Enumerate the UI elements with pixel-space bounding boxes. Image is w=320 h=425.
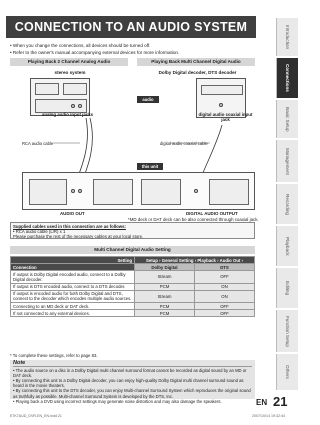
setting-header: Setting bbox=[11, 257, 135, 264]
right-column-heading: Playing Back Multi Channel Digital Audio bbox=[137, 58, 255, 66]
dolby-cell: PCM bbox=[135, 302, 195, 309]
left-column-heading: Playing Back 2 Channel Analog Audio bbox=[10, 58, 128, 66]
stereo-system-illustration bbox=[30, 78, 90, 116]
tab-label: Recording bbox=[285, 193, 290, 215]
tab-label: Management bbox=[285, 147, 290, 175]
rear-panel-block bbox=[93, 179, 133, 205]
coaxial-output-jack bbox=[194, 189, 198, 193]
page-language: EN bbox=[256, 398, 268, 407]
dts-cell: ON bbox=[195, 290, 255, 302]
tab-recording[interactable] bbox=[276, 184, 298, 224]
table-footnote: * To complete these settings, refer to page 83. bbox=[10, 353, 98, 358]
note-item: • The audio source on a disc in a Dolby Digital multi channel surround format cannot be recorded as digital sound by an MD or DAT deck. bbox=[13, 368, 252, 378]
rear-panel-block bbox=[209, 179, 249, 205]
digital-audio-output-label: DIGITAL AUDIO OUTPUT bbox=[186, 211, 238, 216]
dts-cell: OFF bbox=[195, 310, 255, 317]
decoder-label: Dolby Digital decoder, DTS decoder bbox=[158, 70, 237, 75]
rca-cable-label: RCA audio cable bbox=[22, 141, 54, 146]
supplied-cables-line: Please purchase the rest of the necessary cables at your local store. bbox=[13, 234, 144, 239]
intro-bullet: • Refer to the owner's manual accompanying external devices for more information. bbox=[10, 50, 255, 57]
tab-label: Connections bbox=[285, 64, 290, 92]
tab-management[interactable] bbox=[276, 140, 298, 182]
dts-cell: ON bbox=[195, 283, 255, 290]
connection-cell: If output is Dolby Digital encoded audio, connect to a Dolby Digital decoder. bbox=[11, 271, 135, 283]
dolby-cell: PCM bbox=[135, 283, 195, 290]
tab-editing[interactable] bbox=[276, 268, 298, 308]
settings-table bbox=[10, 256, 255, 317]
coaxial-input-jack bbox=[219, 103, 223, 107]
digital-jack-callout: digital audio coaxial input jack bbox=[198, 112, 253, 122]
stereo-system-label: stereo system bbox=[54, 70, 86, 75]
connection-cell: If not connected to any external devices. bbox=[11, 310, 135, 317]
analog-input-jack-left bbox=[71, 104, 75, 108]
intro-bullet: • When you change the connections, all devices should be turned off. bbox=[10, 43, 255, 50]
connection-cell: Connecting to an MD deck or DAT deck. bbox=[11, 302, 135, 309]
tab-connections[interactable] bbox=[276, 58, 298, 98]
tab-label: Function Setup bbox=[285, 315, 290, 347]
supplied-cables-title: Supplied cables used in this connection are as follows: bbox=[13, 224, 126, 229]
coax-cable-label: digital audio coaxial cable bbox=[160, 141, 208, 146]
table-row bbox=[11, 271, 255, 283]
decoder-panel bbox=[201, 85, 243, 95]
audio-out-jack-right bbox=[78, 189, 82, 193]
note-box bbox=[10, 360, 255, 404]
tab-playback[interactable] bbox=[276, 226, 298, 266]
page-number: 21 bbox=[273, 394, 288, 409]
print-footer-date: 2007/10/14 19:32:44 bbox=[252, 414, 285, 418]
settings-table-title: Multi Channel Digital Audio Setting bbox=[10, 246, 255, 254]
connection-header: Connection bbox=[11, 264, 135, 271]
stereo-panel bbox=[63, 83, 87, 95]
dts-cell: OFF bbox=[195, 302, 255, 309]
unit-rear-panel bbox=[22, 172, 255, 210]
table-row bbox=[11, 310, 255, 317]
dolby-cell: PCM bbox=[135, 310, 195, 317]
diagram-footnote: *MD deck or DAT deck can be also connected through coaxial jack. bbox=[128, 217, 259, 222]
note-title: Note bbox=[13, 361, 252, 367]
analog-input-jack-right bbox=[78, 104, 82, 108]
dolby-column-header: Dolby Digital bbox=[135, 264, 195, 271]
setting-path-header: Setup › General Setting › Playback › Audio Out › bbox=[135, 257, 255, 264]
table-row bbox=[11, 302, 255, 309]
connection-cell: If output is DTS encoded audio, connect to a DTS decoder. bbox=[11, 283, 135, 290]
rear-panel-block bbox=[141, 179, 181, 205]
print-footer bbox=[10, 414, 285, 418]
dts-cell: OFF bbox=[195, 271, 255, 283]
audio-out-label: AUDIO OUT bbox=[60, 211, 85, 216]
note-item: • By connecting this unit to the DTS decoder, you can enjoy Multi-channel Surround System which reproduces the original sound as truthfully as possible. Multi-channel Surround System is developed by the DTS, Inc. bbox=[13, 388, 252, 398]
tab-label: Introduction bbox=[285, 24, 290, 49]
tab-label: Basic Setup bbox=[285, 106, 290, 132]
dts-column-header: DTS bbox=[195, 264, 255, 271]
analog-jacks-callout: analog audio input jacks bbox=[41, 112, 94, 117]
table-row bbox=[11, 283, 255, 290]
tab-label: Others bbox=[285, 365, 290, 379]
tab-others[interactable] bbox=[276, 354, 298, 390]
dolby-cell: Stream bbox=[135, 290, 195, 302]
tab-introduction[interactable] bbox=[276, 18, 298, 56]
note-item: • Playing back a DVD using incorrect settings may generate noise distortion and may also damage the speakers. bbox=[13, 399, 252, 404]
note-item: • By connecting this unit to a Dolby Digital decoder, you can enjoy high-quality Dolby Digital multi channel surround sound as heard in the movie theaters. bbox=[13, 378, 252, 388]
supplied-cables-line: • RCA audio cable (L/R) x 1 bbox=[13, 229, 66, 234]
connection-cell: If output is encoded audio for both Dolby Digital and DTS, connect to the decoder which encodes multiple audio sources. bbox=[11, 290, 135, 302]
intro-bullets bbox=[10, 43, 255, 56]
table-row bbox=[11, 290, 255, 302]
rear-panel-block bbox=[29, 179, 67, 205]
this-unit-tag: this unit bbox=[137, 163, 163, 170]
tab-basic-setup[interactable] bbox=[276, 100, 298, 138]
print-footer-file: E7K7AUD_DVR-EN_EN.indd 21 bbox=[10, 414, 62, 418]
section-tabs bbox=[268, 0, 300, 425]
page-title: CONNECTION TO AN AUDIO SYSTEM bbox=[6, 16, 256, 38]
tab-label: Editing bbox=[285, 280, 290, 296]
dolby-cell: Stream bbox=[135, 271, 195, 283]
stereo-panel bbox=[35, 83, 59, 95]
supplied-cables-box bbox=[10, 222, 255, 239]
audio-out-jack-left bbox=[71, 189, 75, 193]
tab-label: Playback bbox=[285, 236, 290, 256]
tab-function-setup[interactable] bbox=[276, 310, 298, 352]
audio-tag: audio bbox=[137, 96, 159, 103]
